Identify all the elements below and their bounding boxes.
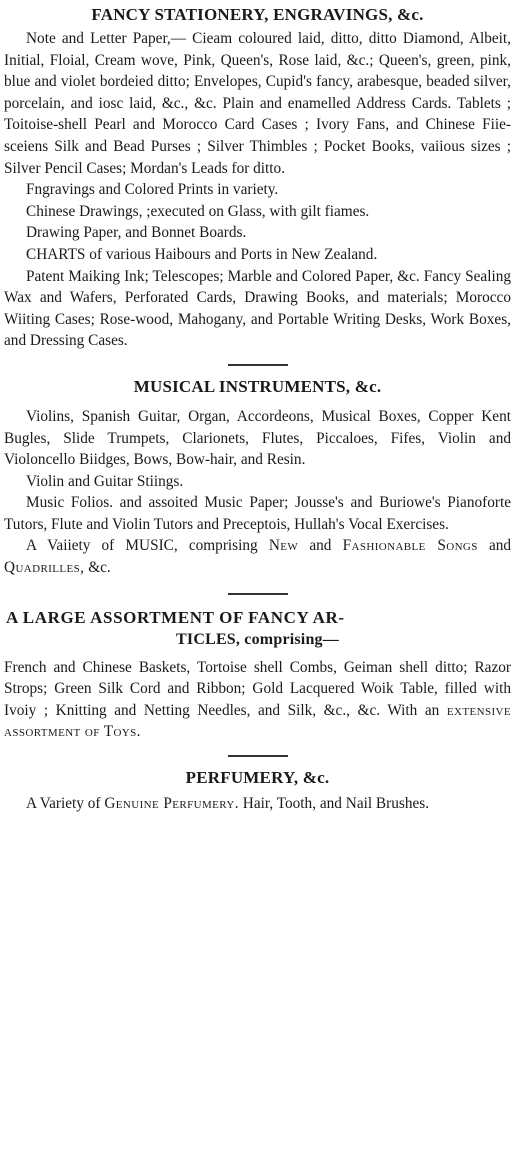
section-divider (228, 593, 288, 595)
paragraph-perfumery (4, 793, 511, 815)
perfumery-variety-text: A Variety of (26, 795, 101, 813)
section-perfumery (4, 767, 511, 815)
genuine-perfumery: Genuine Perfumery. (104, 795, 239, 813)
paragraph-engravings: Fngravings and Colored Prints in variety. (26, 181, 279, 199)
paragraph-music-variety (4, 535, 511, 578)
paragraph-drawing-paper: Drawing Paper, and Bonnet Boards. (26, 224, 247, 242)
section-heading-musical: MUSICAL INSTRUMENTS, &c. (133, 376, 382, 396)
paragraph-paper: Note and Letter Paper,— Cieam coloured laid, ditto, ditto Diamond, Albeit, Initial, Floial, Cream wove, Pink, Queen's, Rose laid, &c.; Queen's, green, pink, blue and violet bordeied ditto; Envelopes, Cupid's fancy, arabesque, beaded silver, porcelain, and iosc laid, &c., &c. Plain and enamelled Address Cards. Tablets ; Toitoise-shell Pearl and Morocco Card Cases ; Ivory Fans, and Chinese Fiie-sceiens Silk and Bead Purses ; Silver Thimbles ; Pocket Books, vaiious sizes ; Silver Pencil Cases; Mordan's Leads for ditto. (4, 30, 511, 177)
section-heading-perfumery: PERFUMERY, &c. (185, 768, 330, 788)
paragraph-charts: CHARTS of various Haibours and Ports in New Zealand. (26, 245, 378, 263)
section-divider (228, 755, 288, 757)
paragraph-strings: Violin and Guitar Stiings. (26, 472, 184, 490)
section-musical-instruments (4, 376, 511, 579)
music-and-word: and (309, 537, 332, 555)
baskets-text: French and Chinese Baskets, Tortoise shell Combs, Geiman shell ditto; Razor Strops; Green Silk Cord and Ribbon; Gold Lacquered Woik Table, filled with Ivoiy ; Knitting and Netting Needles, and Silk, &c., &c. With an (4, 658, 511, 719)
music-new-label: New (268, 537, 299, 555)
section-fancy-articles (4, 607, 511, 743)
music-variety-text: A Vaiiety of MUSIC, comprising (26, 537, 258, 555)
section-heading-fancy-articles-line1: A LARGE ASSORTMENT OF FANCY AR- (6, 607, 345, 627)
music-fashionable-songs: Fashionable Songs (342, 537, 478, 555)
paragraph-baskets (4, 657, 511, 743)
brushes-text: Hair, Tooth, and Nail Brushes. (242, 795, 430, 813)
paragraph-violins: Violins, Spanish Guitar, Organ, Accordeons, Musical Boxes, Copper Kent Bugles, Slide Trumpets, Clarionets, Flutes, Piccaloes, Fifes, Violin and Violoncello Biidges, Bows, Bow-hair, and Resin. (4, 407, 511, 469)
music-etc: &c. (88, 559, 111, 577)
paragraph-chinese-drawings: Chinese Drawings, ;executed on Glass, with gilt fiames. (26, 202, 370, 220)
section-divider (228, 364, 288, 366)
paragraph-music-folios: Music Folios. and assoited Music Paper; Jousse's and Buriowe's Pianoforte Tutors, Flute and Violin Tutors and Preceptois, Hullah's Vocal Exercises. (4, 494, 511, 533)
music-quadrilles: Quadrilles, (4, 559, 85, 577)
paragraph-patent-ink: Patent Maiking Ink; Telescopes; Marble and Colored Paper, &c. Fancy Sealing Wax and Wafers, Perforated Cards, Drawing Books, and materials; Morocco Wiiting Cases; Rose-wood, Mahogany, and Portable Writing Desks, Work Boxes, and Dressing Cases. (4, 267, 511, 350)
section-heading-fancy-articles-line2: TICLES, comprising— (176, 630, 339, 648)
section-heading-stationery: FANCY STATIONERY, ENGRAVINGS, &c. (91, 5, 424, 24)
toys-assortment: extensive assortment of Toys. (4, 701, 511, 741)
music-and-word-2: and (488, 537, 512, 555)
section-fancy-stationery (4, 4, 511, 352)
